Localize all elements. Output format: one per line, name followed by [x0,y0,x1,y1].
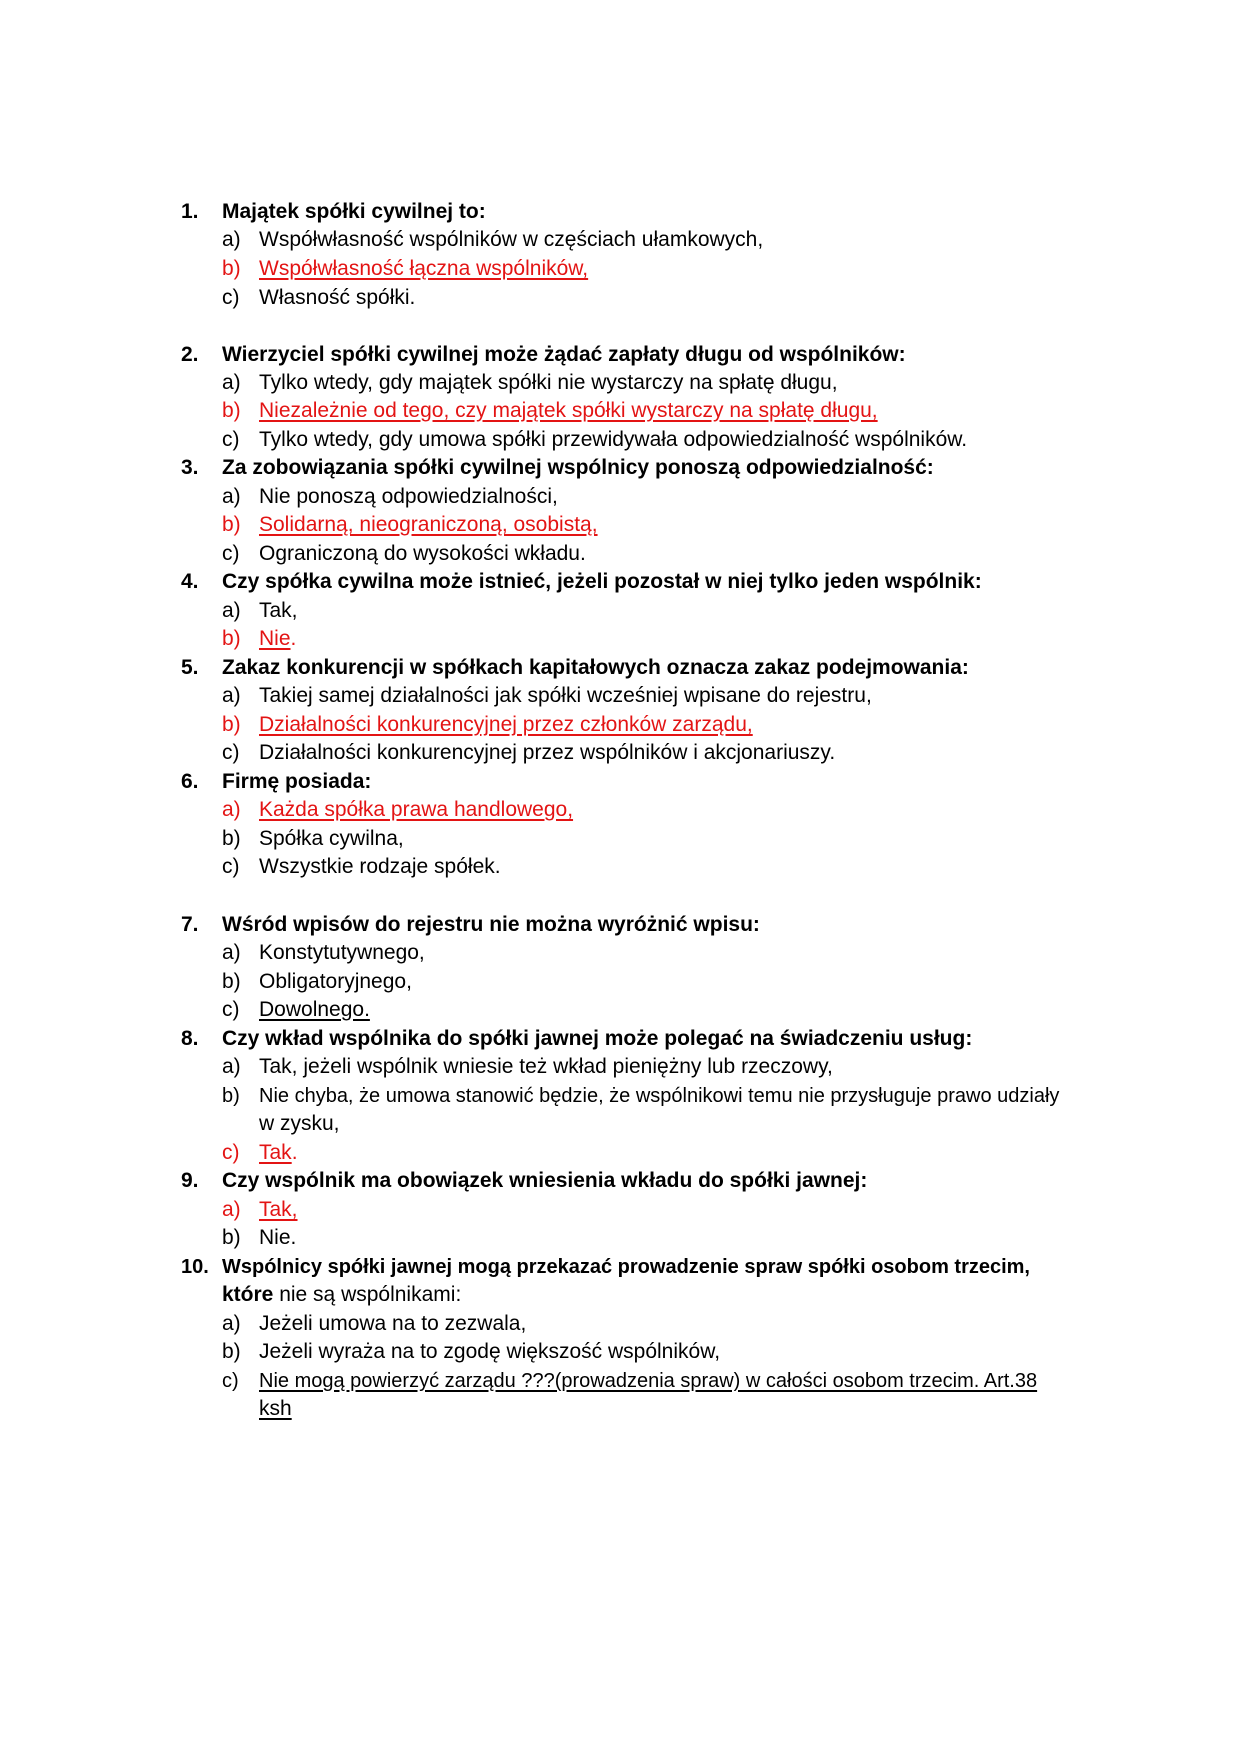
answer-label: c) [222,428,240,451]
answer-label: c) [222,542,240,565]
question-text-line2 [222,1281,461,1309]
answer-label: b) [222,257,241,280]
answer-suffix: . [290,627,297,650]
answer-text: Konstytutywnego, [259,941,425,964]
answer-label: a) [222,798,241,821]
question-number: 7. [181,913,199,936]
question-number: 5. [181,656,199,679]
question-text: Majątek spółki cywilnej to: [222,200,486,223]
question-number: 10. [181,1256,209,1278]
question-text-rest: nie są wspólnikami: [273,1283,462,1306]
answer-label: c) [222,286,240,309]
question-number: 6. [181,770,199,793]
answer-label: b) [222,1085,240,1107]
answer-text: Nie ponoszą odpowiedzialności, [259,485,558,508]
question-text: Firmę posiada: [222,770,372,793]
answer-suffix: . [291,1141,298,1164]
answer-text: Każda spółka prawa handlowego, [259,798,574,821]
answer-label: b) [222,513,241,536]
answer-text: Tylko wtedy, gdy majątek spółki nie wystarczy na spłatę długu, [259,371,838,394]
answer-label: c) [222,855,240,878]
answer-label: a) [222,485,241,508]
answer-text: Tylko wtedy, gdy umowa spółki przewidywała odpowiedzialność wspólników. [259,428,968,451]
answer-text: Spółka cywilna, [259,827,404,850]
answer-label: c) [222,1370,239,1392]
question-number: 8. [181,1027,199,1050]
question-number: 4. [181,570,199,593]
answer-label: b) [222,713,241,736]
answer-label: b) [222,627,241,650]
question-text: Czy wspólnik ma obowiązek wniesienia wkładu do spółki jawnej: [222,1169,868,1192]
question-text: Za zobowiązania spółki cywilnej wspólnicy ponoszą odpowiedzialność: [222,456,934,479]
answer-text: Niezależnie od tego, czy majątek spółki wystarczy na spłatę długu, [259,399,878,422]
question-text: Wśród wpisów do rejestru nie można wyróżnić wpisu: [222,913,760,936]
answer-text: Nie chyba, że umowa stanowić będzie, że wspólnikowi temu nie przysługuje prawo udziały [259,1085,1060,1107]
answer-label: b) [222,1340,241,1363]
answer-text: Obligatoryjnego, [259,970,412,993]
question-number: 2. [181,343,199,366]
question-text-bold: które [222,1283,274,1306]
answer-text: Współwłasność łączna wspólników, [259,257,589,280]
answer-text-wrap [259,1139,298,1167]
answer-label: a) [222,228,241,251]
question-text: Zakaz konkurencji w spółkach kapitałowych oznacza zakaz podejmowania: [222,656,969,679]
answer-label: c) [222,998,240,1021]
answer-text: Współwłasność wspólników w częściach ułamkowych, [259,228,764,251]
answer-text-line2: w zysku, [259,1112,340,1135]
answer-text: Działalności konkurencyjnej przez członków zarządu, [259,713,753,736]
question-text: Czy wkład wspólnika do spółki jawnej może polegać na świadczeniu usług: [222,1027,973,1050]
answer-text: Nie mogą powierzyć zarządu ???(prowadzenia spraw) w całości osobom trzecim. Art.38 [259,1370,1038,1392]
answer-text: Tak [259,1141,292,1164]
answer-text: Wszystkie rodzaje spółek. [259,855,501,878]
question-text: Wspólnicy spółki jawnej mogą przekazać prowadzenie spraw spółki osobom trzecim, [222,1256,1030,1278]
answer-text: Własność spółki. [259,286,416,309]
answer-text: Takiej samej działalności jak spółki wcześniej wpisane do rejestru, [259,684,872,707]
answer-label: b) [222,970,241,993]
question-number: 9. [181,1169,199,1192]
answer-label: a) [222,371,241,394]
answer-label: b) [222,399,241,422]
answer-label: a) [222,941,241,964]
answer-text-wrap [259,625,296,653]
answer-label: a) [222,1055,241,1078]
question-text: Wierzyciel spółki cywilnej może żądać zapłaty długu od wspólników: [222,343,906,366]
answer-text-line2: ksh [259,1397,292,1420]
answer-text: Jeżeli umowa na to zezwala, [259,1312,527,1335]
answer-label: a) [222,684,241,707]
answer-label: a) [222,599,241,622]
answer-label: c) [222,1141,240,1164]
answer-text: Ograniczoną do wysokości wkładu. [259,542,586,565]
answer-label: c) [222,741,240,764]
question-number: 3. [181,456,199,479]
answer-text: Tak, [259,599,298,622]
question-number: 1. [181,200,199,223]
answer-text: Tak, jeżeli wspólnik wniesie też wkład pieniężny lub rzeczowy, [259,1055,833,1078]
question-text: Czy spółka cywilna może istnieć, jeżeli pozostał w niej tylko jeden wspólnik: [222,570,982,593]
answer-text: Dowolnego. [259,998,370,1021]
answer-text: Jeżeli wyraża na to zgodę większość wspólników, [259,1340,721,1363]
answer-text: Nie. [259,1226,297,1249]
answer-text: Nie [259,627,291,650]
answer-label: b) [222,827,241,850]
answer-text: Tak, [259,1198,298,1221]
answer-label: b) [222,1226,241,1249]
answer-text: Działalności konkurencyjnej przez wspólników i akcjonariuszy. [259,741,836,764]
answer-label: a) [222,1312,241,1335]
answer-text: Solidarną, nieograniczoną, osobistą, [259,513,598,536]
answer-label: a) [222,1198,241,1221]
